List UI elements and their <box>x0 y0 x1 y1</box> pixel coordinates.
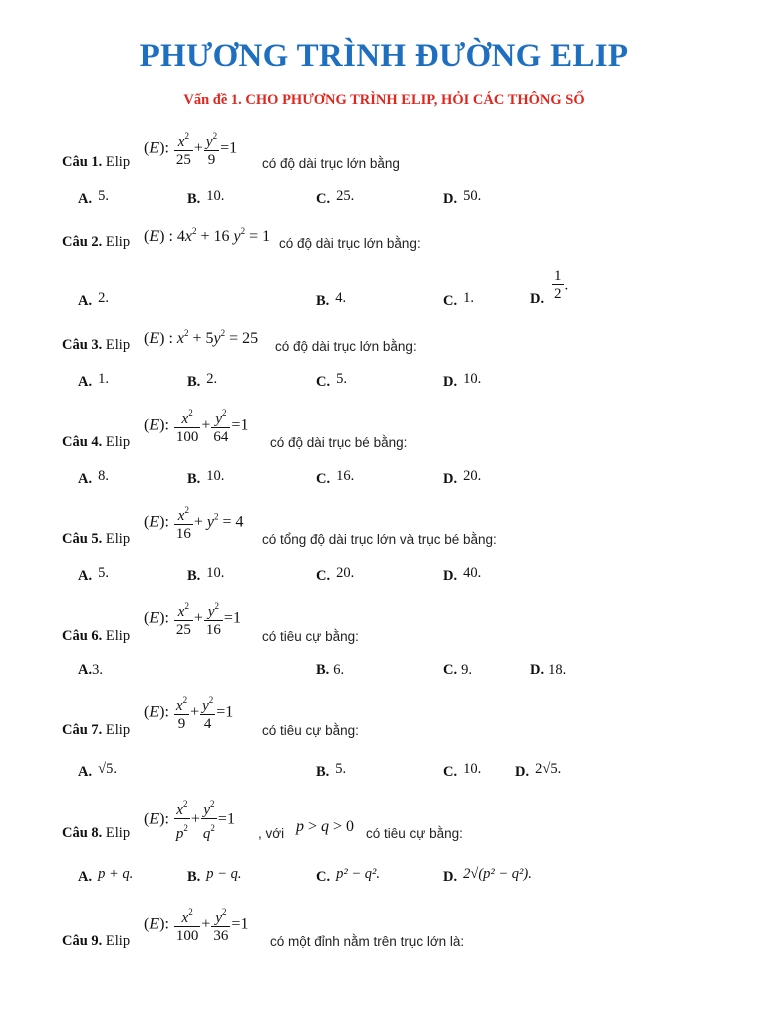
question-2-text: có độ dài trục lớn bằng: <box>279 236 421 251</box>
option-value: 9. <box>461 662 472 678</box>
question-4-equation: (E): $\frac{x^2}{100}$ + $\frac{y^2}{64}$ =1 <box>144 408 249 445</box>
page-title: PHƯƠNG TRÌNH ĐƯỜNG ELIP <box>139 38 629 74</box>
option-letter: C. <box>443 293 458 309</box>
question-6-option-a[interactable] <box>78 661 103 679</box>
option-value: 5. <box>98 565 109 581</box>
option-value: 4. <box>335 290 347 306</box>
option-value: 50. <box>463 188 482 204</box>
question-prefix: Elip <box>105 628 131 644</box>
question-4-option-d[interactable] <box>443 468 481 488</box>
option-letter: D. <box>443 471 458 487</box>
option-value: 5. <box>336 371 347 387</box>
question-3-option-d[interactable] <box>443 371 481 391</box>
question-7-option-a[interactable] <box>78 761 117 781</box>
question-9-label <box>62 933 130 950</box>
question-2-option-d[interactable] <box>530 290 544 308</box>
option-letter: D. <box>530 662 545 678</box>
question-1-text: có độ dài trục lớn bằng <box>262 156 400 171</box>
option-letter: C. <box>316 191 331 207</box>
question-1-label <box>62 154 130 171</box>
question-prefix: Elip <box>105 531 131 547</box>
question-5-text: có tổng độ dài trục lớn và trục bé bằng: <box>262 532 497 547</box>
option-letter: B. <box>187 568 201 584</box>
option-letter: C. <box>316 471 331 487</box>
option-value: 20. <box>336 565 355 581</box>
option-letter: D. <box>530 291 545 307</box>
question-number: Câu 1. <box>62 154 103 170</box>
option-value: 20. <box>463 468 482 484</box>
question-number: Câu 3. <box>62 337 103 353</box>
question-number: Câu 7. <box>62 722 103 738</box>
option-value: p − q. <box>206 866 242 882</box>
question-5-option-d[interactable] <box>443 565 481 585</box>
question-number: Câu 2. <box>62 234 103 250</box>
question-3-option-a[interactable] <box>78 371 109 391</box>
question-number: Câu 9. <box>62 933 103 949</box>
question-5-option-c[interactable] <box>316 565 354 585</box>
question-8-label <box>62 825 130 842</box>
option-value: 2. <box>206 371 218 387</box>
question-2-label <box>62 234 130 251</box>
section-subtitle: Vấn đề 1. CHO PHƯƠNG TRÌNH ELIP, HỎI CÁC THÔNG SỐ <box>183 92 585 108</box>
option-value: p + q. <box>98 866 134 882</box>
option-letter: D. <box>515 764 530 780</box>
question-3-label <box>62 337 130 354</box>
option-value: 6. <box>333 662 345 678</box>
question-3-text: có độ dài trục lớn bằng: <box>275 339 417 354</box>
option-letter: C. <box>316 374 331 390</box>
option-value: 40. <box>463 565 482 581</box>
option-letter: B. <box>187 471 201 487</box>
question-7-label <box>62 722 130 739</box>
question-2-option-c[interactable] <box>443 290 474 310</box>
question-6-text: có tiêu cự bằng: <box>262 629 359 644</box>
question-2-option-d-fraction: $\frac{1}{2}$ . <box>554 268 569 302</box>
question-9-equation: (E): $\frac{x^2}{100}$ + $\frac{y^2}{36}$ =1 <box>144 907 249 944</box>
option-value: 10. <box>206 188 225 204</box>
option-letter: B. <box>316 293 330 309</box>
question-5-option-b[interactable] <box>187 565 224 585</box>
question-1-option-b[interactable] <box>187 188 224 208</box>
option-value: 10. <box>206 565 225 581</box>
option-letter: A. <box>78 869 93 885</box>
question-2-option-b[interactable] <box>316 290 346 310</box>
question-8-option-b[interactable] <box>187 866 241 886</box>
option-letter: C. <box>443 662 458 678</box>
question-4-text: có độ dài trục bé bằng: <box>270 435 408 450</box>
option-letter: B. <box>187 869 201 885</box>
option-letter: A. <box>78 471 93 487</box>
question-6-option-b[interactable] <box>316 661 344 679</box>
question-prefix: Elip <box>105 154 131 170</box>
option-value: 1. <box>98 371 109 387</box>
question-prefix: Elip <box>105 933 131 949</box>
question-2-equation: (E) : $4x^2 + 16$ $y^2 = 1$ <box>144 226 271 245</box>
question-6-label <box>62 628 130 645</box>
option-value: 18. <box>548 662 567 678</box>
option-value: 2√(p² − q²). <box>463 866 532 882</box>
option-value: 25. <box>336 188 355 204</box>
option-letter: B. <box>316 764 330 780</box>
option-value: 3. <box>92 662 103 678</box>
question-6-option-c[interactable] <box>443 661 472 679</box>
question-7-option-c[interactable] <box>443 761 481 781</box>
question-6-equation: (E): $\frac{x^2}{25}$ + $\frac{y^2}{16}$ =1 <box>144 601 241 638</box>
question-3-option-c[interactable] <box>316 371 347 391</box>
question-5-label <box>62 531 130 548</box>
option-letter: A. <box>78 191 93 207</box>
option-letter: C. <box>443 764 458 780</box>
option-letter: A. <box>78 568 93 584</box>
option-letter: A. <box>78 662 93 678</box>
question-3-equation: (E) : $x^2 + 5y^2 = 25$ <box>144 328 259 347</box>
option-value: √5. <box>98 761 117 777</box>
option-value: 2. <box>98 290 109 306</box>
option-value: 1. <box>463 290 474 306</box>
question-prefix: Elip <box>105 434 131 450</box>
question-5-equation: (E): $\frac{x^2}{16}$ + $y^2 = 4$ <box>144 505 244 542</box>
option-letter: B. <box>187 191 201 207</box>
question-8-mid-text: , với <box>258 826 285 841</box>
option-letter: C. <box>316 869 331 885</box>
question-8-option-c[interactable] <box>316 866 380 886</box>
option-letter: B. <box>187 374 201 390</box>
option-letter: A. <box>78 764 93 780</box>
question-4-option-b[interactable] <box>187 468 224 488</box>
question-9-text: có một đỉnh nằm trên trục lớn là: <box>270 934 465 949</box>
question-number: Câu 4. <box>62 434 103 450</box>
option-value: 16. <box>336 468 355 484</box>
question-1-equation: (E): $\frac{x^2}{25}$ + $\frac{y^2}{9}$ =1 <box>144 131 238 168</box>
option-letter: C. <box>316 568 331 584</box>
option-value: 10. <box>463 761 482 777</box>
option-letter: B. <box>316 662 330 678</box>
option-value: 5. <box>98 188 109 204</box>
option-value: p² − q². <box>336 866 380 882</box>
option-value: 10. <box>206 468 225 484</box>
question-3-option-b[interactable] <box>187 371 217 391</box>
question-4-option-a[interactable] <box>78 468 109 488</box>
question-number: Câu 6. <box>62 628 103 644</box>
question-prefix: Elip <box>105 825 131 841</box>
option-value: 10. <box>463 371 482 387</box>
question-1-option-a[interactable] <box>78 188 109 208</box>
question-7-text: có tiêu cự bằng: <box>262 723 359 738</box>
question-number: Câu 5. <box>62 531 103 547</box>
option-letter: D. <box>443 568 458 584</box>
option-letter: D. <box>443 191 458 207</box>
option-value: 2√5. <box>535 761 562 777</box>
option-letter: A. <box>78 374 93 390</box>
question-2-option-a[interactable] <box>78 290 109 310</box>
question-4-option-c[interactable] <box>316 468 354 488</box>
question-6-option-d[interactable] <box>530 661 566 679</box>
question-7-option-d[interactable] <box>515 761 561 781</box>
question-7-equation: (E): $\frac{x^2}{9}$ + $\frac{y^2}{4}$ =1 <box>144 695 234 732</box>
question-prefix: Elip <box>105 722 131 738</box>
option-value: 8. <box>98 468 109 484</box>
question-8-option-a[interactable] <box>78 866 133 886</box>
option-letter: D. <box>443 374 458 390</box>
question-1-option-d[interactable] <box>443 188 481 208</box>
option-letter: A. <box>78 293 93 309</box>
option-letter: D. <box>443 869 458 885</box>
question-1-option-c[interactable] <box>316 188 354 208</box>
question-8-text: có tiêu cự bằng: <box>366 826 463 841</box>
question-8-condition: p > q > 0 <box>296 818 355 835</box>
question-prefix: Elip <box>105 337 131 353</box>
option-value: 5. <box>335 761 347 777</box>
question-prefix: Elip <box>105 234 131 250</box>
question-4-label <box>62 434 130 451</box>
question-5-option-a[interactable] <box>78 565 109 585</box>
question-8-equation: (E): $\frac{x^2}{p^2}$ + $\frac{y^2}{q^2}$ =1 <box>144 799 235 842</box>
question-7-option-b[interactable] <box>316 761 346 781</box>
question-8-option-d[interactable] <box>443 866 532 886</box>
question-number: Câu 8. <box>62 825 103 841</box>
